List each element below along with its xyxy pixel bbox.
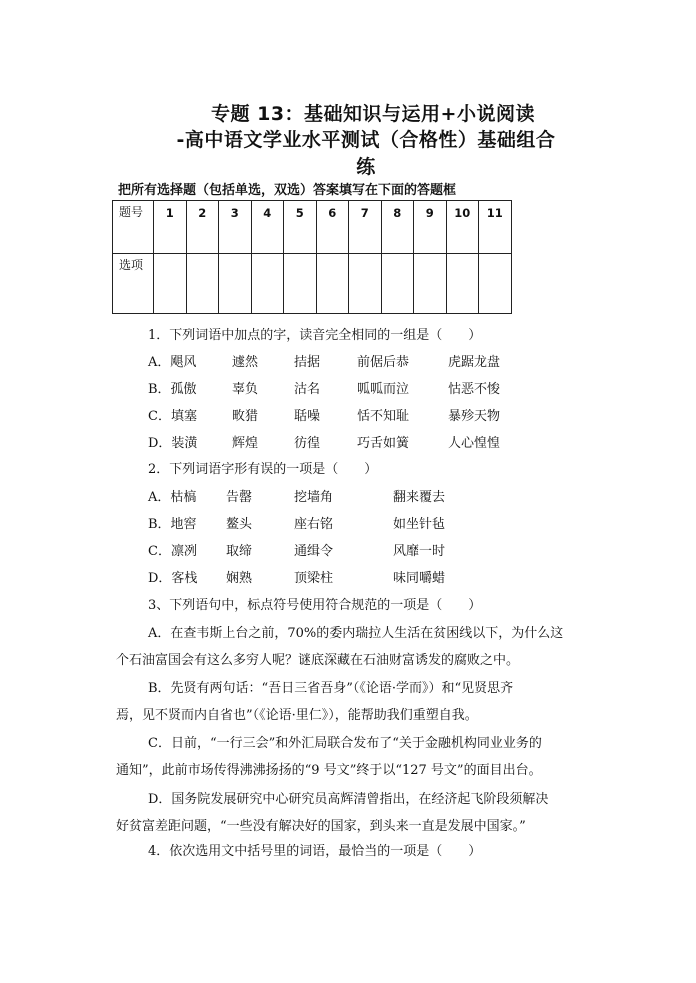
title-line-2: -高中语文学业水平测试（合格性）基础组合 <box>176 129 556 151</box>
q2-option-d-item: 味同嚼蜡 <box>393 571 446 586</box>
q1-option-a-item: 虎踞龙盘 <box>448 355 501 370</box>
q2-option-d-item: 顶梁柱 <box>294 571 334 586</box>
q3-option-b-line: 焉，见不贤而内自省也”（《论语·里仁》），能帮助我们重塑自我。 <box>116 708 478 723</box>
q1-stem: 1．下列词语中加点的字，读音完全相同的一组是（ ） <box>148 328 482 343</box>
question-number: 7 <box>349 201 382 254</box>
answer-table-choice-row <box>113 254 512 314</box>
q2-option-a-item: 告罄 <box>226 490 253 505</box>
q2-option-b-label: B．地窖 <box>148 517 197 532</box>
q3-option-b <box>116 675 596 729</box>
q1-option-b-item: 呱呱而泣 <box>357 382 410 397</box>
q1-option-a-item: 前倨后恭 <box>357 355 410 370</box>
choice-header: 选项 <box>113 254 154 314</box>
q1-option-c-item: 畋猎 <box>232 409 259 424</box>
q1-option-b-item: 辜负 <box>232 382 259 397</box>
q2-option-b-item: 如坐针毡 <box>393 517 446 532</box>
q2-option-b-item: 鳌头 <box>226 517 253 532</box>
q2-option-c-item: 风靡一时 <box>393 544 446 559</box>
question-number: 10 <box>446 201 479 254</box>
question-number: 11 <box>479 201 512 254</box>
answer-cell[interactable] <box>316 254 349 314</box>
q1-option-b-item: 怙恶不悛 <box>448 382 501 397</box>
q3-option-c-line: 通知”，此前市场传得沸沸扬扬的“9 号文”终于以“127 号文”的面目出台。 <box>116 763 542 778</box>
q2-stem: 2．下列词语字形有误的一项是（ ） <box>148 462 378 477</box>
q1-option-c-item: 聒噪 <box>294 409 321 424</box>
question-number-header: 题号 <box>113 201 154 254</box>
answer-table-number-row <box>113 201 512 254</box>
question-number: 2 <box>186 201 219 254</box>
question-number: 6 <box>316 201 349 254</box>
question-number: 8 <box>381 201 414 254</box>
answer-table <box>112 200 512 314</box>
answer-cell[interactable] <box>154 254 187 314</box>
answer-cell[interactable] <box>186 254 219 314</box>
q3-option-a-line: 个石油富国会有这么多穷人呢？谜底深藏在石油财富诱发的腐败之中。 <box>116 653 520 668</box>
answer-cell[interactable] <box>219 254 252 314</box>
q2-option-c-label: C．凛冽 <box>148 544 197 559</box>
q1-option-c-label: C．填塞 <box>148 409 197 424</box>
q4-stem: 4．依次选用文中括号里的词语，最恰当的一项是（ ） <box>148 844 482 859</box>
answer-cell[interactable] <box>284 254 317 314</box>
q2-option-a-item: 翻来覆去 <box>393 490 446 505</box>
q3-option-c-line: C．日前，“一行三会”和外汇局联合发布了“关于金融机构同业业务的 <box>148 736 542 751</box>
q1-option-b-item: 沽名 <box>294 382 321 397</box>
answer-cell[interactable] <box>381 254 414 314</box>
q2-option-c-item: 取缔 <box>226 544 253 559</box>
q1-option-d-label: D．装潢 <box>148 436 198 451</box>
q1-option-d-item: 彷徨 <box>294 436 321 451</box>
q3-option-d-line: 好贫富差距问题，“一些没有解决好的国家，到头来一直是发展中国家。” <box>116 819 526 834</box>
q3-option-d <box>116 786 596 840</box>
question-number: 1 <box>154 201 187 254</box>
q1-option-c-item: 暴殄天物 <box>448 409 501 424</box>
q3-option-d-line: D．国务院发展研究中心研究员高辉清曾指出，在经济起飞阶段须解决 <box>148 792 549 807</box>
q2-option-b-item: 座右铭 <box>294 517 334 532</box>
answer-cell[interactable] <box>251 254 284 314</box>
q1-option-b-label: B．孤傲 <box>148 382 197 397</box>
answer-cell[interactable] <box>479 254 512 314</box>
answer-cell[interactable] <box>414 254 447 314</box>
question-number: 4 <box>251 201 284 254</box>
q1-option-a-label: A．飓风 <box>148 355 197 370</box>
q1-option-d-item: 辉煌 <box>232 436 259 451</box>
q2-option-d-label: D．客栈 <box>148 571 198 586</box>
question-number: 5 <box>284 201 317 254</box>
answer-cell[interactable] <box>446 254 479 314</box>
q1-option-a-item: 拮据 <box>294 355 321 370</box>
q2-option-a-label: A．枯槁 <box>148 490 197 505</box>
q3-option-a-line: A．在查韦斯上台之前，70%的委内瑞拉人生活在贫困线以下，为什么这 <box>148 626 564 641</box>
answer-cell[interactable] <box>349 254 382 314</box>
q3-stem: 3、下列语句中，标点符号使用符合规范的一项是（ ） <box>148 598 482 613</box>
q1-option-d-item: 人心惶惶 <box>448 436 501 451</box>
question-number: 9 <box>414 201 447 254</box>
q1-option-c-item: 恬不知耻 <box>357 409 410 424</box>
q2-option-c-item: 通缉令 <box>294 544 334 559</box>
q2-option-a-item: 挖墙角 <box>294 490 334 505</box>
q2-option-d-item: 娴熟 <box>226 571 253 586</box>
title-line-3: 练 <box>356 156 376 178</box>
q3-option-b-line: B．先贤有两句话：“吾日三省吾身”（《论语·学而》）和“见贤思齐 <box>148 681 514 696</box>
answer-instruction: 把所有选择题（包括单选，双选）答案填写在下面的答题框 <box>118 183 457 198</box>
q1-option-a-item: 遽然 <box>232 355 259 370</box>
question-number: 3 <box>219 201 252 254</box>
title-line-1: 专题 13：基础知识与运用+小说阅读 <box>211 103 535 125</box>
q1-option-d-item: 巧舌如簧 <box>357 436 410 451</box>
q3-option-c <box>116 730 596 784</box>
q3-option-a <box>116 620 596 674</box>
